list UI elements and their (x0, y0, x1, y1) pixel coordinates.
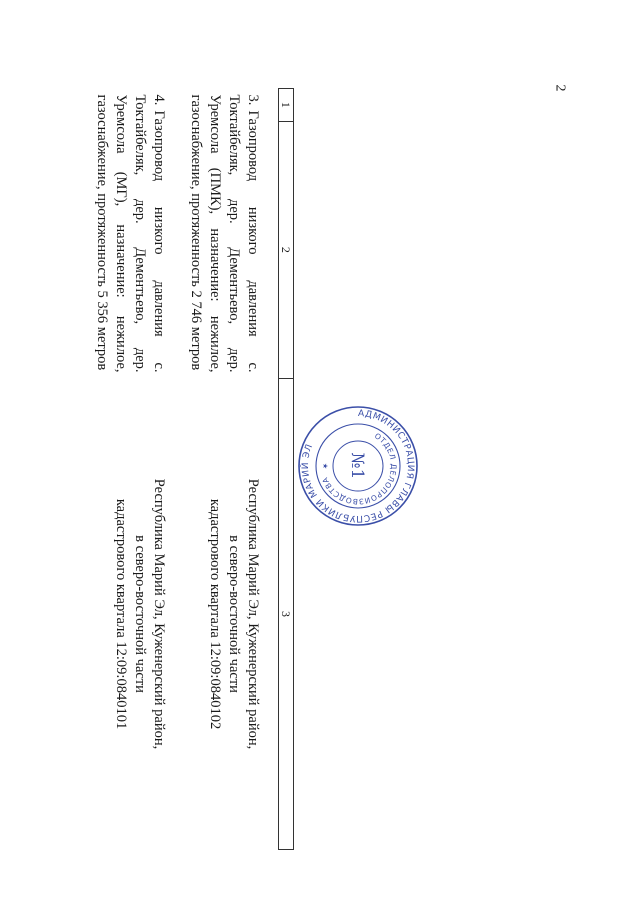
address-line: кадастрового квартала 12:09:0840101 (113, 498, 129, 730)
row-description-cell (186, 89, 279, 379)
header-col-2: 2 (279, 121, 294, 378)
address-line: в северо-восточной части (226, 535, 242, 693)
row-number: 3. (245, 94, 261, 106)
row-address-cell (186, 379, 279, 850)
row-description-cell (92, 89, 186, 379)
address-line: Республика Марий Эл, Куженерский район, (151, 478, 167, 750)
document-table-region (94, 88, 294, 850)
row-description-text: Газопровод низкого давления с. Токтайбеляк, дер. Дементьево, дер. Уремсола (МГ), назначение: нежилое, газоснабжение, протяженность 5 356 метров (94, 94, 167, 373)
table-row (92, 89, 186, 850)
row-address-cell (92, 379, 186, 850)
address-line: в северо-восточной части (132, 535, 148, 693)
address-line: кадастрового квартала 12:09:0840102 (207, 498, 223, 730)
row-number: 4. (151, 94, 167, 106)
stamp-center-text: №1 (347, 452, 367, 480)
stamp-inner-text: ОТДЕЛ ДЕЛОПРОИЗВОДСТВА (320, 431, 399, 507)
table-row (186, 89, 279, 850)
official-stamp (296, 404, 420, 528)
row-description-text: Газопровод низкого давления с. Токтайбеляк, дер. Дементьево, дер. Уремсола (ПМК), назначение: нежилое, газоснабжение, протяженность 2 746 метров (188, 94, 261, 373)
stamp-star-icon: ★ (321, 462, 329, 470)
row-description (92, 95, 168, 373)
header-col-3: 3 (279, 379, 294, 850)
row-description (186, 95, 262, 373)
stamp-outer-text: АДМИНИСТРАЦИЯ ГЛАВЫ РЕСПУБЛИКИ МАРИЙ ЭЛ (300, 408, 416, 524)
table-header-row (279, 89, 294, 850)
header-col-1: 1 (279, 89, 294, 122)
page-number: 2 (552, 84, 568, 92)
objects-table (92, 88, 294, 850)
address-line: Республика Марий Эл, Куженерский район, (245, 478, 261, 750)
